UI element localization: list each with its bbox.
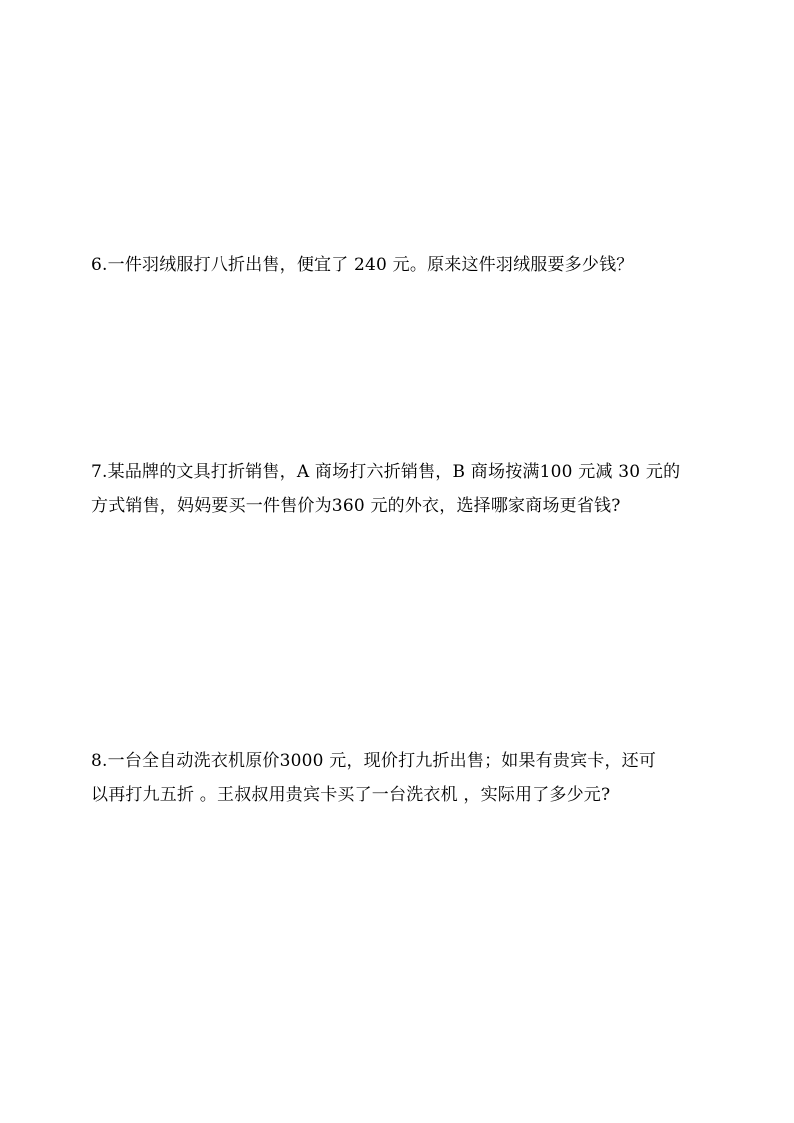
problem-7-line-2: 方式销售，妈妈要买一件售价为360 元的外衣，选择哪家商场更省钱?	[91, 496, 621, 516]
problem-6	[91, 248, 711, 282]
problem-8-line-2: 以再打九五折 。王叔叔用贵宾卡买了一台洗衣机 ，实际用了多少元?	[91, 785, 611, 805]
problem-8-line-1: 8.一台全自动洗衣机原价3000 元，现价打九折出售；如果有贵宾卡，还可	[91, 751, 657, 771]
problem-7	[91, 455, 711, 523]
problem-7-line-1: 7.某品牌的文具打折销售，A 商场打六折销售，B 商场按满100 元减 30 元的	[91, 462, 681, 482]
problem-8	[91, 744, 711, 812]
problem-6-line-1: 6.一件羽绒服打八折出售，便宜了 240 元。原来这件羽绒服要多少钱？	[91, 255, 634, 275]
